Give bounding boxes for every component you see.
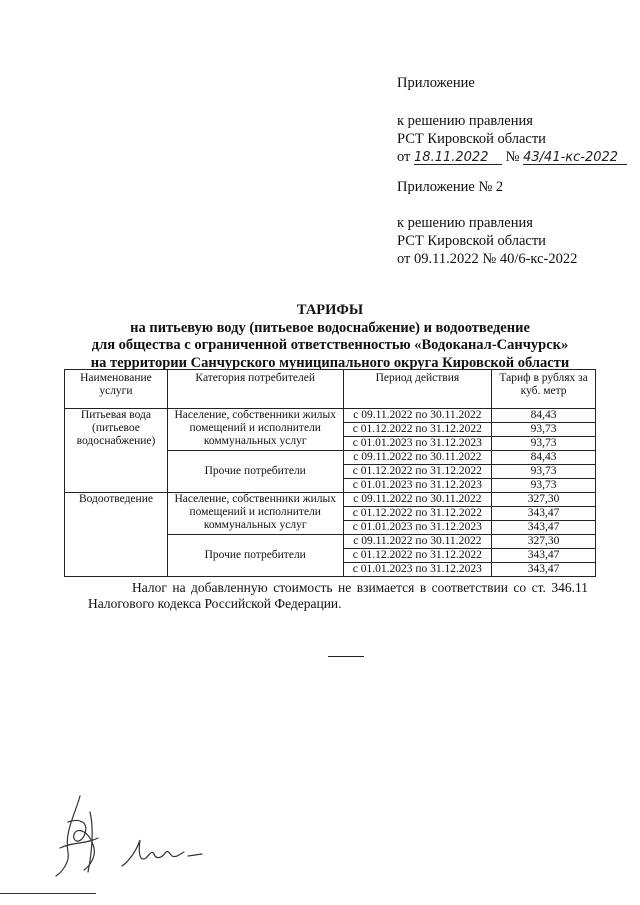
decision-date-line: от 09.11.2022 № 40/6-кс-2022 (397, 251, 578, 267)
tariff-cell: 343,47 (492, 563, 596, 577)
number-prefix: № (505, 149, 520, 165)
table-row (65, 409, 596, 423)
period-cell: с 01.12.2022 по 31.12.2022 (343, 423, 492, 437)
period-cell: с 09.11.2022 по 30.11.2022 (343, 535, 492, 549)
header-tariff: Тариф в рублях за куб. метр (492, 370, 596, 409)
period-cell: с 09.11.2022 по 30.11.2022 (343, 409, 492, 423)
document-heading (60, 302, 600, 372)
period-cell: с 01.12.2022 по 31.12.2022 (343, 549, 492, 563)
authority-line: РСТ Кировской области (397, 233, 546, 249)
tariff-cell: 343,47 (492, 549, 596, 563)
tariff-cell: 327,30 (492, 493, 596, 507)
tax-note-line-2: Налогового кодекса Российской Федерации. (88, 596, 342, 611)
period-cell: с 01.01.2023 по 31.12.2023 (343, 437, 492, 451)
tariff-cell: 84,43 (492, 409, 596, 423)
appendix-block-2 (397, 178, 577, 268)
date-prefix: от (397, 149, 411, 165)
consumer-category: Прочие потребители (167, 535, 343, 577)
handwritten-number: 43/41-кс-2022 (523, 151, 627, 165)
header-period: Период действия (343, 370, 492, 409)
decision-line: к решению правления (397, 215, 533, 231)
consumer-category: Население, собственники жилых помещений и исполнители коммунальных услуг (167, 493, 343, 535)
tariff-cell: 343,47 (492, 521, 596, 535)
period-cell: с 01.01.2023 по 31.12.2023 (343, 521, 492, 535)
header-service: Наименование услуги (65, 370, 168, 409)
tariff-cell: 93,73 (492, 423, 596, 437)
appendix-2-title: Приложение № 2 (397, 179, 504, 195)
tariff-cell: 93,73 (492, 437, 596, 451)
period-cell: с 01.01.2023 по 31.12.2023 (343, 563, 492, 577)
heading-line-3: на территории Санчурского муниципального округа Кировской области (90, 354, 570, 371)
heading-line-1: на питьевую воду (питьевое водоснабжение) и водоотведение (130, 319, 530, 336)
signature-mark-1 (50, 792, 120, 882)
tariff-cell: 93,73 (492, 465, 596, 479)
handwritten-date: 18.11.2022 (414, 151, 502, 165)
consumer-category: Прочие потребители (167, 451, 343, 493)
table-header-row (65, 370, 596, 409)
tariff-cell: 93,73 (492, 479, 596, 493)
period-cell: с 01.12.2022 по 31.12.2022 (343, 507, 492, 521)
heading-title: ТАРИФЫ (296, 302, 364, 318)
tax-note-line-1: Налог на добавленную стоимость не взимается в соответствии со ст. 346.11 (132, 580, 588, 595)
period-cell: с 01.12.2022 по 31.12.2022 (343, 465, 492, 479)
tax-note (88, 580, 588, 612)
tariff-cell: 327,30 (492, 535, 596, 549)
header-category: Категория потребителей (167, 370, 343, 409)
signature-mark-2 (118, 832, 208, 872)
tariff-table (64, 369, 596, 577)
separator-line (328, 656, 364, 657)
footer-line (0, 893, 96, 894)
appendix-title: Приложение (397, 75, 475, 91)
period-cell: с 09.11.2022 по 30.11.2022 (343, 493, 492, 507)
appendix-block-1 (397, 74, 627, 166)
heading-line-2: для общества с ограниченной ответственностью «Водоканал-Санчурск» (91, 337, 569, 353)
decision-date-line (397, 148, 627, 166)
service-name: Питьевая вода (питьевое водоснабжение) (65, 409, 168, 493)
period-cell: с 01.01.2023 по 31.12.2023 (343, 479, 492, 493)
authority-line: РСТ Кировской области (397, 131, 546, 147)
table-row (65, 493, 596, 507)
decision-line: к решению правления (397, 113, 533, 129)
consumer-category: Население, собственники жилых помещений и исполнители коммунальных услуг (167, 409, 343, 451)
tariff-cell: 84,43 (492, 451, 596, 465)
tariff-cell: 343,47 (492, 507, 596, 521)
service-name: Водоотведение (65, 493, 168, 577)
period-cell: с 09.11.2022 по 30.11.2022 (343, 451, 492, 465)
